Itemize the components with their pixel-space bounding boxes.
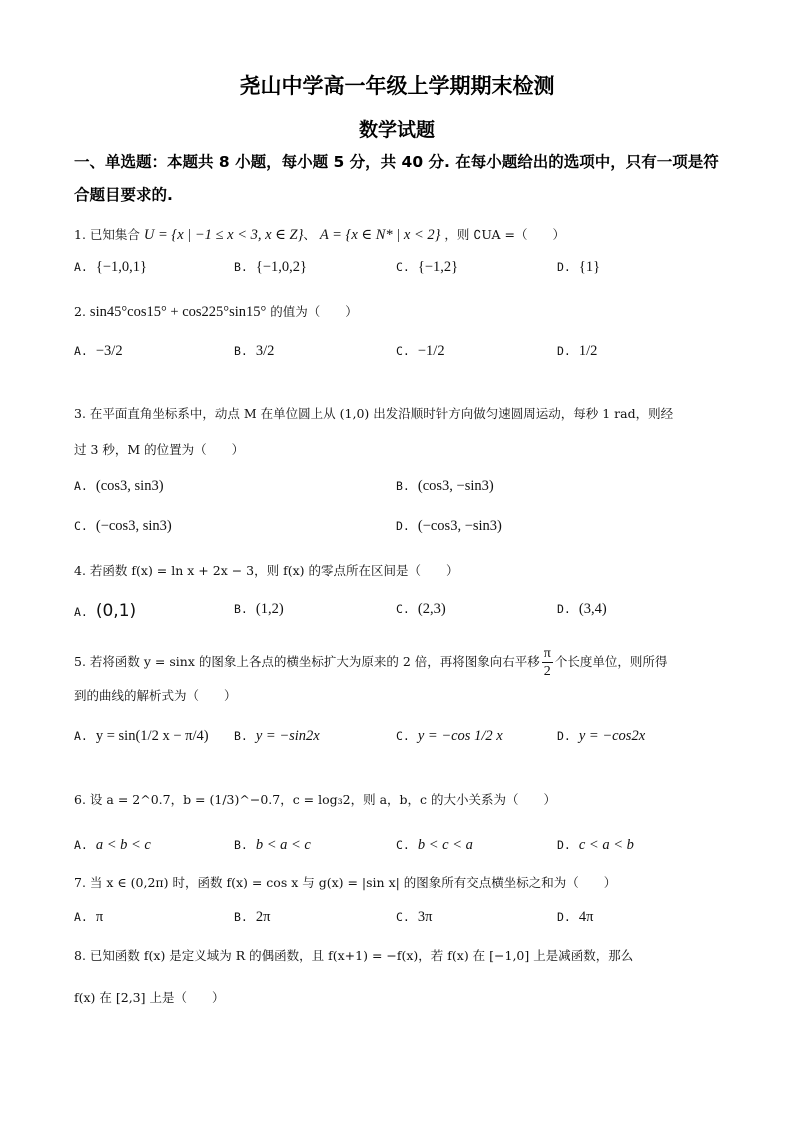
question-line1b: 个长度单位，则所得 [554, 654, 668, 669]
option-label: B. [234, 910, 248, 924]
option-value: (−cos3, sin3) [95, 518, 172, 534]
question-1-stem [74, 225, 734, 245]
question-8-stem [74, 946, 734, 1008]
option-label: D. [557, 910, 571, 924]
math-set-u: U = {x | −1 ≤ x < 3, x ∈ Z} [143, 227, 304, 243]
option-a[interactable] [74, 728, 209, 745]
option-label: D. [557, 260, 571, 274]
math-expression: sin45°cos15° + cos225°sin15° [89, 304, 267, 320]
option-d[interactable] [557, 259, 600, 276]
option-c[interactable] [396, 259, 458, 276]
question-number: 2. [74, 304, 86, 319]
option-value: (cos3, sin3) [95, 478, 164, 494]
option-label: A. [74, 729, 88, 743]
option-value: −1/2 [417, 343, 445, 359]
option-b[interactable] [234, 837, 311, 854]
question-3-stem [74, 404, 734, 460]
question-number: 4. [74, 563, 86, 578]
option-a[interactable] [74, 259, 147, 276]
option-label: D. [396, 519, 410, 533]
option-label: B. [234, 602, 248, 616]
question-text: 若函数 f(x) = ln x + 2x − 3，则 f(x) 的零点所在区间是（ ） [89, 563, 459, 578]
option-label: C. [396, 910, 410, 924]
question-6-stem [74, 790, 734, 810]
question-ask: ，则 ∁UA =（ ） [444, 227, 565, 242]
question-line2: f(x) 在 [2,3] 上是（ ） [74, 990, 225, 1005]
option-b[interactable] [396, 478, 494, 495]
option-a[interactable] [74, 601, 136, 621]
question-line1: 在平面直角坐标系中，动点 M 在单位圆上从 (1,0) 出发沿顺时针方向做匀速圆周运动，每秒 1 rad，则经 [89, 406, 674, 421]
option-a[interactable] [74, 837, 151, 854]
option-value: −3/2 [95, 343, 123, 359]
option-c[interactable] [396, 837, 473, 854]
option-d[interactable] [557, 728, 645, 745]
option-c[interactable] [74, 518, 172, 535]
exam-subtitle: 数学试题 [358, 119, 435, 141]
section-heading-line1: 一、单选题：本题共 8 小题，每小题 5 分，共 40 分. 在每小题给出的选项中，只有一项是符 [74, 153, 719, 171]
question-line1: 已知函数 f(x) 是定义域为 R 的偶函数，且 f(x+1) = −f(x)，若 f(x) 在 [−1,0] 上是减函数，那么 [89, 948, 634, 963]
question-5-stem [74, 645, 734, 706]
option-label: B. [234, 344, 248, 358]
option-value: y = −cos2x [578, 728, 646, 744]
option-label: D. [557, 729, 571, 743]
option-d[interactable] [557, 601, 607, 618]
option-label: A. [74, 479, 88, 493]
option-b[interactable] [234, 343, 274, 360]
option-value: {1} [578, 259, 601, 275]
exam-title: 尧山中学高一年级上学期期末检测 [239, 74, 555, 98]
option-value: y = −cos 1/2 x [417, 728, 503, 744]
question-4-stem [74, 561, 734, 581]
option-label: C. [396, 838, 410, 852]
question-line1a: 若将函数 y = sinx 的图象上各点的横坐标扩大为原来的 2 倍，再将图象向右平移 [89, 654, 540, 669]
question-number: 7. [74, 875, 86, 890]
option-c[interactable] [396, 343, 445, 360]
option-label: C. [396, 602, 410, 616]
option-label: A. [74, 260, 88, 274]
option-value: b < c < a [417, 837, 473, 853]
option-value: b < a < c [255, 837, 311, 853]
option-value: 3/2 [255, 343, 275, 359]
option-a[interactable] [74, 478, 164, 495]
option-b[interactable] [234, 601, 284, 618]
option-value: (0,1) [95, 601, 137, 621]
question-number: 5. [74, 654, 86, 669]
question-number: 8. [74, 948, 86, 963]
question-7-stem [74, 873, 734, 893]
question-number: 1. [74, 227, 86, 242]
option-value: (2,3) [417, 601, 446, 617]
option-d[interactable] [557, 837, 634, 854]
option-label: D. [557, 838, 571, 852]
option-value: y = sin(1/2 x − π/4) [95, 728, 209, 744]
math-set-a: A = {x ∈ N* | x < 2} [319, 227, 441, 243]
question-text: 设 a = 2^0.7，b = (1/3)^−0.7，c = log₃2，则 a，b，c 的大小关系为（ ） [89, 792, 557, 807]
option-label: A. [74, 605, 88, 619]
option-label: C. [396, 344, 410, 358]
question-number: 6. [74, 792, 86, 807]
option-value: π [95, 909, 104, 925]
option-label: B. [396, 479, 410, 493]
option-label: C. [74, 519, 88, 533]
option-d[interactable] [557, 909, 593, 926]
option-d[interactable] [396, 518, 502, 535]
question-line2: 过 3 秒，M 的位置为（ ） [74, 442, 245, 457]
option-label: B. [234, 838, 248, 852]
option-d[interactable] [557, 343, 597, 360]
question-text: 已知集合 [89, 227, 140, 242]
option-value: 2π [255, 909, 271, 925]
question-2-stem [74, 302, 734, 322]
option-label: A. [74, 910, 88, 924]
option-c[interactable] [396, 909, 432, 926]
option-value: a < b < c [95, 837, 151, 853]
option-label: A. [74, 344, 88, 358]
option-label: C. [396, 729, 410, 743]
option-value: 3π [417, 909, 433, 925]
option-label: D. [557, 602, 571, 616]
option-value: 4π [578, 909, 594, 925]
option-value: {−1,0,1} [95, 259, 147, 275]
option-label: D. [557, 344, 571, 358]
option-c[interactable] [396, 728, 503, 745]
option-a[interactable] [74, 343, 123, 360]
option-value: y = −sin2x [255, 728, 320, 744]
option-value: c < a < b [578, 837, 634, 853]
option-value: {−1,0,2} [255, 259, 307, 275]
option-value: {−1,2} [417, 259, 459, 275]
section-heading-line2: 合题目要求的. [74, 186, 173, 204]
option-label: B. [234, 729, 248, 743]
option-b[interactable] [234, 259, 307, 276]
option-c[interactable] [396, 601, 446, 618]
option-b[interactable] [234, 909, 270, 926]
section-heading [74, 146, 730, 212]
option-value: 1/2 [578, 343, 598, 359]
question-ask: 的值为（ ） [270, 304, 358, 319]
question-text: 当 x ∈ (0,2π) 时，函数 f(x) = cos x 与 g(x) = |sin x| 的图象所有交点横坐标之和为（ ） [89, 875, 617, 890]
option-value: (cos3, −sin3) [417, 478, 494, 494]
option-label: B. [234, 260, 248, 274]
option-label: C. [396, 260, 410, 274]
option-value: (−cos3, −sin3) [417, 518, 502, 534]
question-line2: 到的曲线的解析式为（ ） [74, 688, 237, 703]
fraction-pi-over-2: $\frac{\pi}{2}$ [543, 646, 551, 679]
question-number: 3. [74, 406, 86, 421]
option-label: A. [74, 838, 88, 852]
option-b[interactable] [234, 728, 320, 745]
option-value: (3,4) [578, 601, 607, 617]
option-value: (1,2) [255, 601, 284, 617]
question-separator: 、 [303, 227, 316, 242]
option-a[interactable] [74, 909, 103, 926]
